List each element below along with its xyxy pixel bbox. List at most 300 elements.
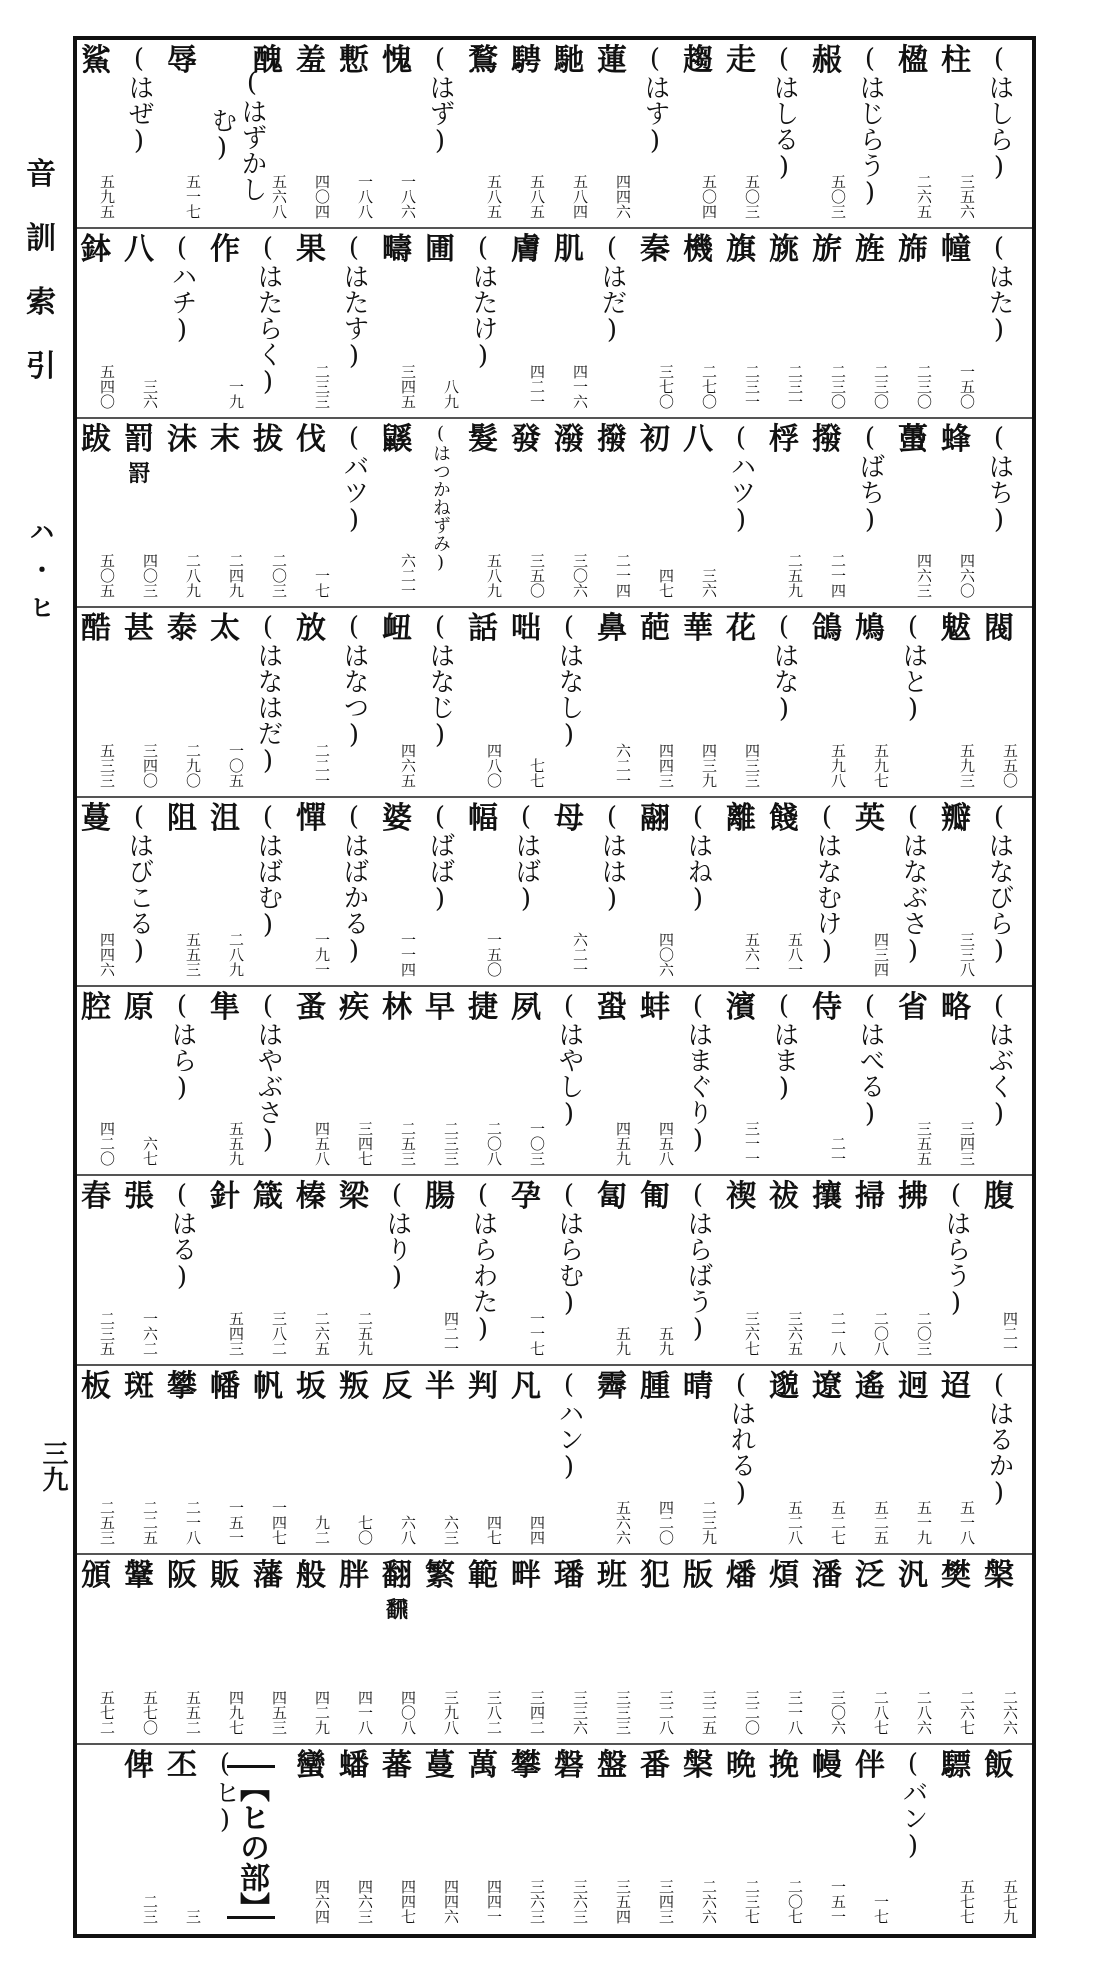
reading-text: (ハツ) (726, 422, 756, 535)
page-ref: 二二一 (313, 742, 331, 788)
kanji-char: 餞 (769, 800, 799, 836)
page-ref: 二三〇 (915, 363, 933, 409)
index-entry (465, 612, 501, 793)
index-entry (78, 1180, 114, 1361)
page-ref: 五五九 (227, 1121, 245, 1167)
reading-heading (766, 612, 802, 793)
index-entry (766, 1370, 802, 1551)
reading-heading (121, 44, 157, 225)
index-entry (379, 1559, 415, 1740)
kanji-char: 原 (124, 990, 154, 1025)
kanji-char: 末 (210, 421, 240, 457)
page-ref: 五八四 (571, 174, 589, 220)
page-ref: 五九八 (829, 742, 847, 788)
kanji-char: 葩 (640, 611, 670, 647)
reading-text: (はやぶさ) (253, 991, 283, 1155)
kanji-char: 羞 (296, 43, 326, 78)
index-entry (551, 423, 587, 604)
index-entry (551, 233, 587, 414)
index-entry (164, 1370, 200, 1551)
kanji-char: 騁 (511, 43, 541, 78)
page-ref: 一一四 (399, 931, 417, 977)
index-entry (594, 1370, 630, 1551)
page-ref: 四六五 (399, 742, 417, 788)
index-entry (852, 233, 888, 414)
kanji-char: 飜 (385, 1597, 408, 1624)
index-band (77, 419, 1032, 608)
index-entry (981, 1559, 1017, 1740)
reading-text: (ヒ) (210, 1748, 240, 1835)
index-entry (465, 802, 501, 983)
index-entry (508, 1370, 544, 1551)
index-entry (164, 423, 200, 604)
kanji-char: 蔓 (425, 1747, 455, 1783)
kanji-char: 斑 (124, 1368, 154, 1404)
index-entry (766, 423, 802, 604)
index-entry (250, 1559, 286, 1740)
section-heading: 【ヒの部】 (227, 1765, 275, 1919)
kanji-char: 汎 (898, 1558, 928, 1594)
kanji-char: 箴 (253, 1179, 283, 1215)
index-entry (379, 1749, 415, 1930)
index-entry (207, 991, 243, 1172)
index-band (77, 1745, 1032, 1934)
index-entry (164, 1749, 200, 1930)
kanji-char: 繁 (425, 1558, 455, 1594)
running-header (18, 157, 64, 416)
index-entry (465, 991, 501, 1172)
page-ref: 二八九 (184, 553, 202, 599)
kanji-char: 鶩 (468, 43, 498, 78)
kanji-char: 璠 (554, 1558, 584, 1594)
header-char: 索 (26, 285, 56, 320)
page-ref: 一〇三 (528, 1121, 546, 1167)
kanji-char: 疇 (382, 232, 412, 268)
kanji-char: 迢 (941, 1368, 971, 1404)
kanji-char: 蠻 (296, 1747, 326, 1783)
range-char: ・ (30, 555, 54, 584)
page-ref: 五七二 (98, 1689, 116, 1735)
kanji-char: 頒 (81, 1558, 111, 1594)
kanji-char: 慙 (339, 43, 369, 78)
index-entry (594, 44, 630, 225)
page-ref: 一〇五 (227, 742, 245, 788)
reading-text: (はま) (769, 991, 799, 1103)
index-entry (465, 44, 501, 225)
kanji-char: 腸 (425, 1179, 455, 1215)
reading-text: (はな) (769, 612, 799, 725)
kanji-char: 捷 (468, 990, 498, 1025)
page-ref: 五九 (614, 1325, 632, 1356)
index-entry (78, 1559, 114, 1740)
reading-heading (852, 423, 888, 604)
page-ref: 二〇七 (786, 1878, 804, 1924)
kanji-char: 楹 (898, 43, 928, 78)
kanji-char: 攀 (511, 1747, 541, 1783)
reading-text: (はず) (425, 44, 455, 156)
page-ref: 四八〇 (485, 742, 503, 788)
page-ref: 五〇五 (98, 553, 116, 599)
reading-heading (250, 802, 286, 983)
page-ref: 三 (184, 1908, 202, 1924)
range-char: ハ (30, 517, 54, 546)
kanji-char: 泰 (167, 611, 197, 647)
kanji-char: 迥 (898, 1368, 928, 1404)
index-entry (680, 1559, 716, 1740)
kanji-char: 果 (296, 232, 326, 268)
page-ref: 四六三 (356, 1878, 374, 1924)
page-ref: 二八六 (915, 1689, 933, 1735)
kanji-char: 槃 (984, 1558, 1014, 1594)
index-entry (981, 1180, 1017, 1361)
page-ref: 五〇三 (829, 174, 847, 220)
kanji-char: 煩 (769, 1558, 799, 1594)
index-entry (336, 991, 372, 1172)
kanji-char: 藩 (253, 1558, 283, 1594)
reading-text: (ばば) (425, 801, 455, 914)
kanji-char: 蟠 (339, 1747, 369, 1783)
page-ref: 二三七 (743, 1878, 761, 1924)
page-number: 三九 (38, 1440, 68, 1492)
kanji-char: 鴿 (812, 611, 842, 647)
kanji-char: 旌 (855, 232, 885, 268)
kanji-char: 畔 (511, 1558, 541, 1594)
index-entry (422, 1559, 458, 1740)
page-ref: 二三九 (700, 1500, 718, 1546)
kanji-char: 閥 (984, 611, 1014, 647)
index-entry (723, 1749, 759, 1930)
page-ref: 六二一 (614, 742, 632, 788)
kanji-char: 辱 (167, 43, 197, 78)
page-ref: 五九七 (872, 742, 890, 788)
kanji-char: 潘 (812, 1558, 842, 1594)
kanji-char: 甚 (124, 611, 154, 647)
index-entry (465, 1749, 501, 1930)
page-ref: 五九三 (958, 742, 976, 788)
index-entry (336, 44, 372, 225)
page-ref: 三五六 (958, 174, 976, 220)
index-entry (164, 612, 200, 793)
page-ref: 二三一 (786, 363, 804, 409)
kanji-char: 柱 (941, 43, 971, 78)
page-ref: 四二〇 (98, 1121, 116, 1167)
reading-heading (379, 1180, 415, 1361)
page-ref: 四三四 (872, 931, 890, 977)
page-ref: 五八一 (786, 931, 804, 977)
index-band (77, 608, 1032, 797)
kanji-char: 髮 (468, 421, 498, 457)
index-entry (551, 44, 587, 225)
page-ref: 五四三 (227, 1310, 245, 1356)
reading-text: (はらむ) (554, 1180, 584, 1319)
page-ref: 三九八 (442, 1689, 460, 1735)
reading-text: (はびこる) (124, 801, 154, 966)
page-ref: 四二〇 (657, 1500, 675, 1546)
index-entry (78, 44, 114, 225)
page-ref: 四二一 (528, 363, 546, 409)
page-ref: 二六七 (958, 1689, 976, 1735)
kanji-char: 半 (425, 1368, 455, 1404)
index-entry (293, 1180, 329, 1361)
index-entry (723, 991, 759, 1172)
kanji-char: 泛 (855, 1558, 885, 1594)
index-entry (164, 802, 200, 983)
page-ref: 五二五 (872, 1500, 890, 1546)
page-ref: 四六〇 (958, 553, 976, 599)
index-entry (250, 1180, 286, 1361)
page-ref: 一一七 (528, 1310, 546, 1356)
page-ref: 三六 (141, 378, 159, 409)
page-ref: 七七 (528, 757, 546, 788)
reading-text: (ばち) (855, 422, 885, 535)
index-entry (766, 1180, 802, 1361)
index-entry (422, 233, 458, 414)
index-entry (637, 1180, 673, 1361)
kanji-char: 榛 (296, 1179, 326, 1215)
kanji-char: 作 (210, 232, 240, 268)
page-ref: 四九七 (227, 1689, 245, 1735)
page-ref: 二八七 (872, 1689, 890, 1735)
reading-heading (981, 802, 1017, 983)
index-entry (809, 423, 845, 604)
kanji-char: 犯 (640, 1558, 670, 1594)
index-entry (293, 612, 329, 793)
page-ref: 二三一 (743, 363, 761, 409)
kanji-char: 八 (683, 421, 713, 457)
reading-text: (ハチ) (167, 233, 197, 346)
reading-text: (はなつ) (339, 612, 369, 751)
index-entry (250, 1370, 286, 1551)
index-entry (164, 44, 200, 225)
page-ref: 五六六 (614, 1500, 632, 1546)
index-entry (594, 612, 630, 793)
page-ref: 三四七 (356, 1121, 374, 1167)
page-ref: 四二一 (442, 1310, 460, 1356)
index-entry (938, 233, 974, 414)
kanji-char: 叛 (339, 1368, 369, 1404)
kanji-char: 赧 (812, 43, 842, 78)
kanji-char: 驃 (941, 1747, 971, 1783)
index-entry (422, 1180, 458, 1361)
reading-heading (250, 233, 286, 414)
index-entry (723, 612, 759, 793)
page-ref: 三一八 (786, 1689, 804, 1735)
reading-text: (はしる) (769, 44, 799, 182)
reading-heading (508, 802, 544, 983)
reading-heading (981, 44, 1017, 225)
kanji-char: 鳩 (855, 611, 885, 647)
reading-heading (465, 1180, 501, 1361)
page-ref: 二三五 (98, 1310, 116, 1356)
page-ref: 四一八 (356, 1689, 374, 1735)
reading-text: (はなむけ) (812, 801, 842, 966)
page-ref: 二五九 (786, 553, 804, 599)
index-entry (809, 612, 845, 793)
page-ref: 四五三 (270, 1689, 288, 1735)
page-ref: 三四三 (958, 1121, 976, 1167)
page-ref: 一七 (872, 1893, 890, 1924)
kanji-char: 匐 (597, 1179, 627, 1215)
kanji-char: 旐 (769, 232, 799, 268)
page-ref: 五六一 (743, 931, 761, 977)
index-entry (78, 423, 114, 604)
kanji-char: 磐 (554, 1747, 584, 1783)
kanji-char: 幢 (941, 232, 971, 268)
page-ref: 九二 (313, 1515, 331, 1546)
page-ref: 四四一 (485, 1878, 503, 1924)
reading-heading (207, 44, 267, 225)
index-entry (938, 44, 974, 225)
kanji-char: 沮 (210, 800, 240, 836)
index-entry (680, 1749, 716, 1930)
kanji-char: 母 (554, 800, 584, 836)
index-entry (938, 991, 974, 1172)
index-entry (508, 1559, 544, 1740)
index-entry (637, 1749, 673, 1930)
reading-heading (551, 612, 587, 793)
index-entry (680, 1370, 716, 1551)
index-entry (981, 612, 1017, 793)
reading-text: (はり) (382, 1180, 412, 1293)
page-ref: 二六五 (313, 1310, 331, 1356)
index-entry (293, 1749, 329, 1930)
page-ref: 三二五 (700, 1689, 718, 1735)
reading-text: (はなはだ) (253, 612, 283, 777)
kanji-char: 憚 (296, 800, 326, 836)
reading-text: (はつかねずみ) (430, 422, 451, 573)
index-entry (766, 1749, 802, 1930)
index-entry (895, 1180, 931, 1361)
page-ref: 二三三 (313, 363, 331, 409)
page-ref: 三六五 (786, 1310, 804, 1356)
page-ref: 六七 (141, 1136, 159, 1167)
reading-text: (はたけ) (468, 233, 498, 372)
kanji-char: 夙 (511, 990, 541, 1025)
page-ref: 三七〇 (657, 363, 675, 409)
index-entry (336, 1749, 372, 1930)
page-ref: 四〇四 (313, 174, 331, 220)
index-entry (594, 1749, 630, 1930)
page-ref: 五八九 (485, 553, 503, 599)
page-ref: 五九五 (98, 174, 116, 220)
reading-text: (バン) (898, 1748, 928, 1861)
kanji-char: 飯 (984, 1747, 1014, 1783)
page-ref: 五七七 (958, 1878, 976, 1924)
reading-text: (はち) (984, 422, 1014, 535)
index-entry (121, 423, 157, 604)
page-ref: 四四六 (614, 174, 632, 220)
index-entry (723, 1180, 759, 1361)
page-ref: 四〇三 (141, 553, 159, 599)
page-ref: 一五〇 (958, 363, 976, 409)
index-entry (293, 423, 329, 604)
index-entry (508, 991, 544, 1172)
kanji-char: 遙 (855, 1368, 885, 1404)
kanji-char: 梁 (339, 1179, 369, 1215)
page-ref: 三三三 (614, 1689, 632, 1735)
kanji-char: 機 (683, 232, 713, 268)
index-band (77, 1555, 1032, 1744)
kanji-char: 罰 (124, 421, 154, 457)
kanji-char: 伴 (855, 1747, 885, 1783)
reading-heading (938, 1180, 974, 1361)
page-ref: 四〇八 (399, 1689, 417, 1735)
page-ref: 二八九 (227, 931, 245, 977)
index-entry (207, 1370, 243, 1551)
index-entry (895, 423, 931, 604)
reading-text: (はばむ) (253, 801, 283, 940)
header-char: 訓 (26, 221, 56, 256)
page-ref: 二五三 (399, 1121, 417, 1167)
index-entry (938, 1370, 974, 1551)
reading-text: (はらう) (941, 1180, 971, 1319)
index-entry (293, 44, 329, 225)
index-band (77, 987, 1032, 1176)
page-ref: 五七九 (1001, 1878, 1019, 1924)
index-entry (551, 1559, 587, 1740)
kanji-char: 晩 (726, 1747, 756, 1783)
reading-heading (250, 991, 286, 1172)
range-char: ヒ (30, 593, 54, 622)
kanji-char: 鼷 (382, 421, 412, 457)
index-entry (809, 44, 845, 225)
index-entry (637, 991, 673, 1172)
reading-text: (はらわた) (468, 1180, 498, 1345)
index-table (73, 36, 1036, 1938)
index-entry (336, 1559, 372, 1740)
index-entry (594, 991, 630, 1172)
kanji-char: 晴 (683, 1368, 713, 1404)
kanji-char: 圃 (425, 232, 455, 268)
kanji-char: 販 (210, 1558, 240, 1594)
page-ref: 四三三 (743, 742, 761, 788)
page-ref: 五八五 (528, 174, 546, 220)
page-ref: 二四九 (227, 553, 245, 599)
page-ref: 一七 (313, 568, 331, 599)
index-entry (379, 612, 415, 793)
reading-heading (164, 991, 200, 1172)
kanji-char: 拂 (898, 1179, 928, 1215)
index-entry (809, 991, 845, 1172)
kanji-char: 衄 (382, 611, 412, 647)
index-entry (809, 1180, 845, 1361)
index-entry (293, 1559, 329, 1740)
kanji-char: 幅 (468, 800, 498, 836)
kanji-char: 範 (468, 1558, 498, 1594)
page-ref: 三四五 (399, 363, 417, 409)
kanji-char: 離 (726, 800, 756, 836)
index-entry (551, 802, 587, 983)
page-ref: 五〇三 (743, 174, 761, 220)
reading-text: (はぶく) (984, 991, 1014, 1129)
kanji-char: 番 (640, 1747, 670, 1783)
reading-heading (164, 1180, 200, 1361)
kanji-char: 花 (726, 611, 756, 647)
reading-heading (336, 612, 372, 793)
page-ref: 三五五 (915, 1121, 933, 1167)
page-ref: 五二八 (786, 1500, 804, 1546)
kanji-char: 蜂 (941, 421, 971, 457)
reading-heading (895, 802, 931, 983)
page-ref: 二一四 (829, 553, 847, 599)
reading-text: (はじらう) (855, 44, 885, 208)
index-entry (379, 423, 415, 604)
page-ref: 三〇六 (571, 553, 589, 599)
index-entry (895, 991, 931, 1172)
kanji-char: 旗 (726, 232, 756, 268)
index-entry (207, 233, 243, 414)
index-entry (207, 612, 243, 793)
